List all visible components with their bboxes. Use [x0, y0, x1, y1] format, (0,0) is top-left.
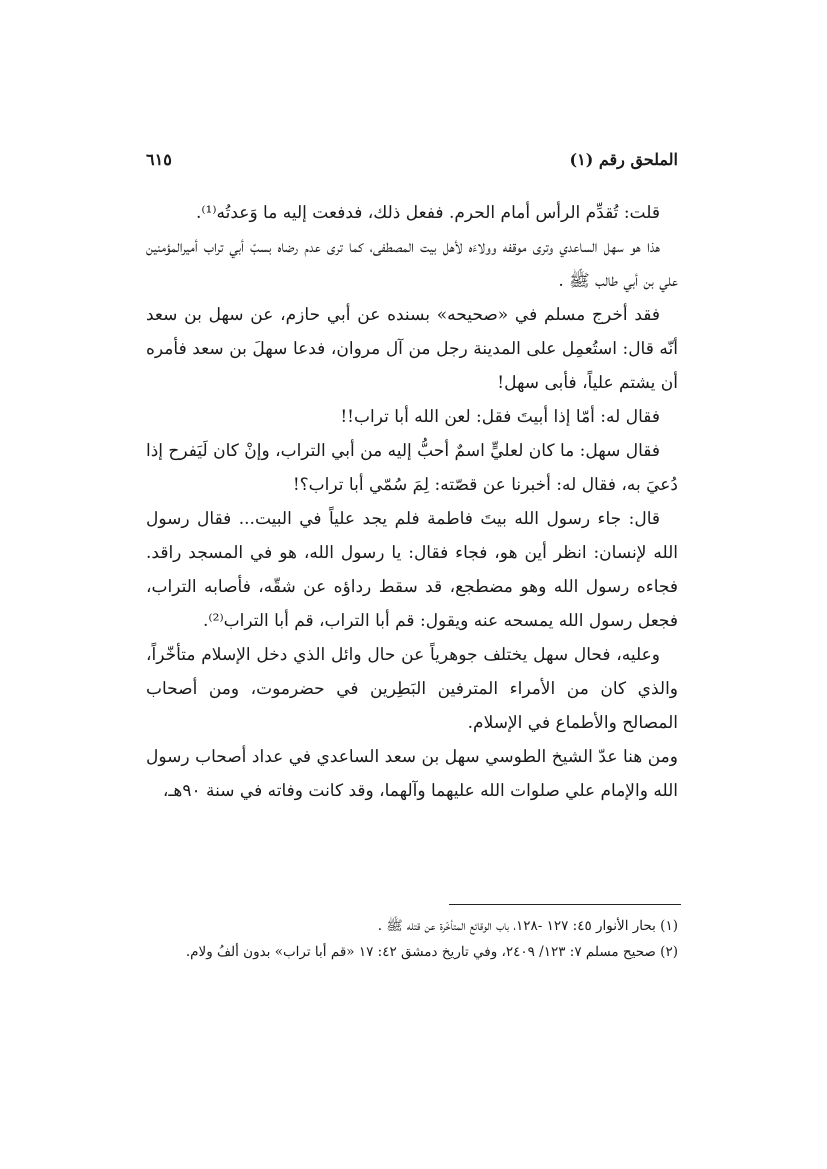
main-text [146, 196, 678, 808]
paragraph: فقد أخرج مسلم في «صحيحه» بسنده عن أبي حازم، عن سهل بن سعد أنّه قال: استُعمِل على المدينة رجل من آل مروان، فدعا سهلَ بن سعد فأمره أن يشتم علياً، فأبى سهل! [146, 305, 678, 393]
running-title: الملحق رقم (١) [569, 150, 678, 169]
paragraph: ومن هنا عدّ الشيخ الطوسي سهل بن سعد الساعدي في عداد أصحاب رسول الله والإمام علي صلوات الله عليهما وآلهما، وقد كانت وفاته في سنة ٩٠هـ، [146, 747, 678, 801]
paragraph: هذا هو سهل الساعدي وترى موقفه وولاءَه لأهل بيت المصطفى، كما ترى عدم رضاه بسبّ أبي تراب أميرالمؤمنين علي بن أبي طالب ﷺ . [146, 237, 678, 291]
paragraph: قلت: تُقدِّم الرأس أمام الحرم. ففعل ذلك، فدفعت إليه ما وَعدتُه⁽¹⁾. [195, 203, 660, 223]
footnote: (٢) صحيح مسلم ٧: ١٢٣/ ٢٤٠٩، وفي تاريخ دمشق ٤٢: ١٧ «قم أبا تراب» بدون ألفُ ولام. [185, 944, 678, 960]
footnotes [146, 913, 678, 965]
paragraph: وعليه، فحال سهل يختلف جوهرياً عن حال وائل الذي دخل الإسلام متأخّراً، والذي كان من الأمراء المترفين البَطِرين في حضرموت، ومن أصحاب المصالح والأطماع في الإسلام. [146, 645, 678, 733]
footnote: (١) بحار الأنوار ٤٥: ١٢٧ -١٢٨، باب الوقائع المتأخّرة عن قتله ﷺ . [377, 918, 678, 934]
paragraph: فقال سهل: ما كان لعليٍّ اسمٌ أحبُّ إليه من أبي التراب، وإنْ كان لَيَفرح إذا دُعيَ به، فقال له: أخبرنا عن قصّته: لِمَ سُمّي أبا تراب؟! [146, 441, 678, 495]
page-number: ٦١٥ [146, 150, 172, 169]
paragraph: قال: جاء رسول الله بيتَ فاطمة فلم يجد علياً في البيت... فقال رسول الله لإنسان: انظر أين هو، فجاء فقال: يا رسول الله، هو في المسجد راقد. فجاءه رسول الله وهو مضطجع، قد سقط رداؤه عن شقّه، فأصابه التراب، فجعل رسول الله يمسحه عنه ويقول: قم أبا التراب، قم أبا التراب⁽²⁾. [146, 509, 678, 631]
footnote-divider [449, 904, 681, 905]
page-header [146, 150, 678, 176]
paragraph: فقال له: أمّا إذا أبيتَ فقل: لعن الله أبا تراب!! [340, 407, 660, 427]
